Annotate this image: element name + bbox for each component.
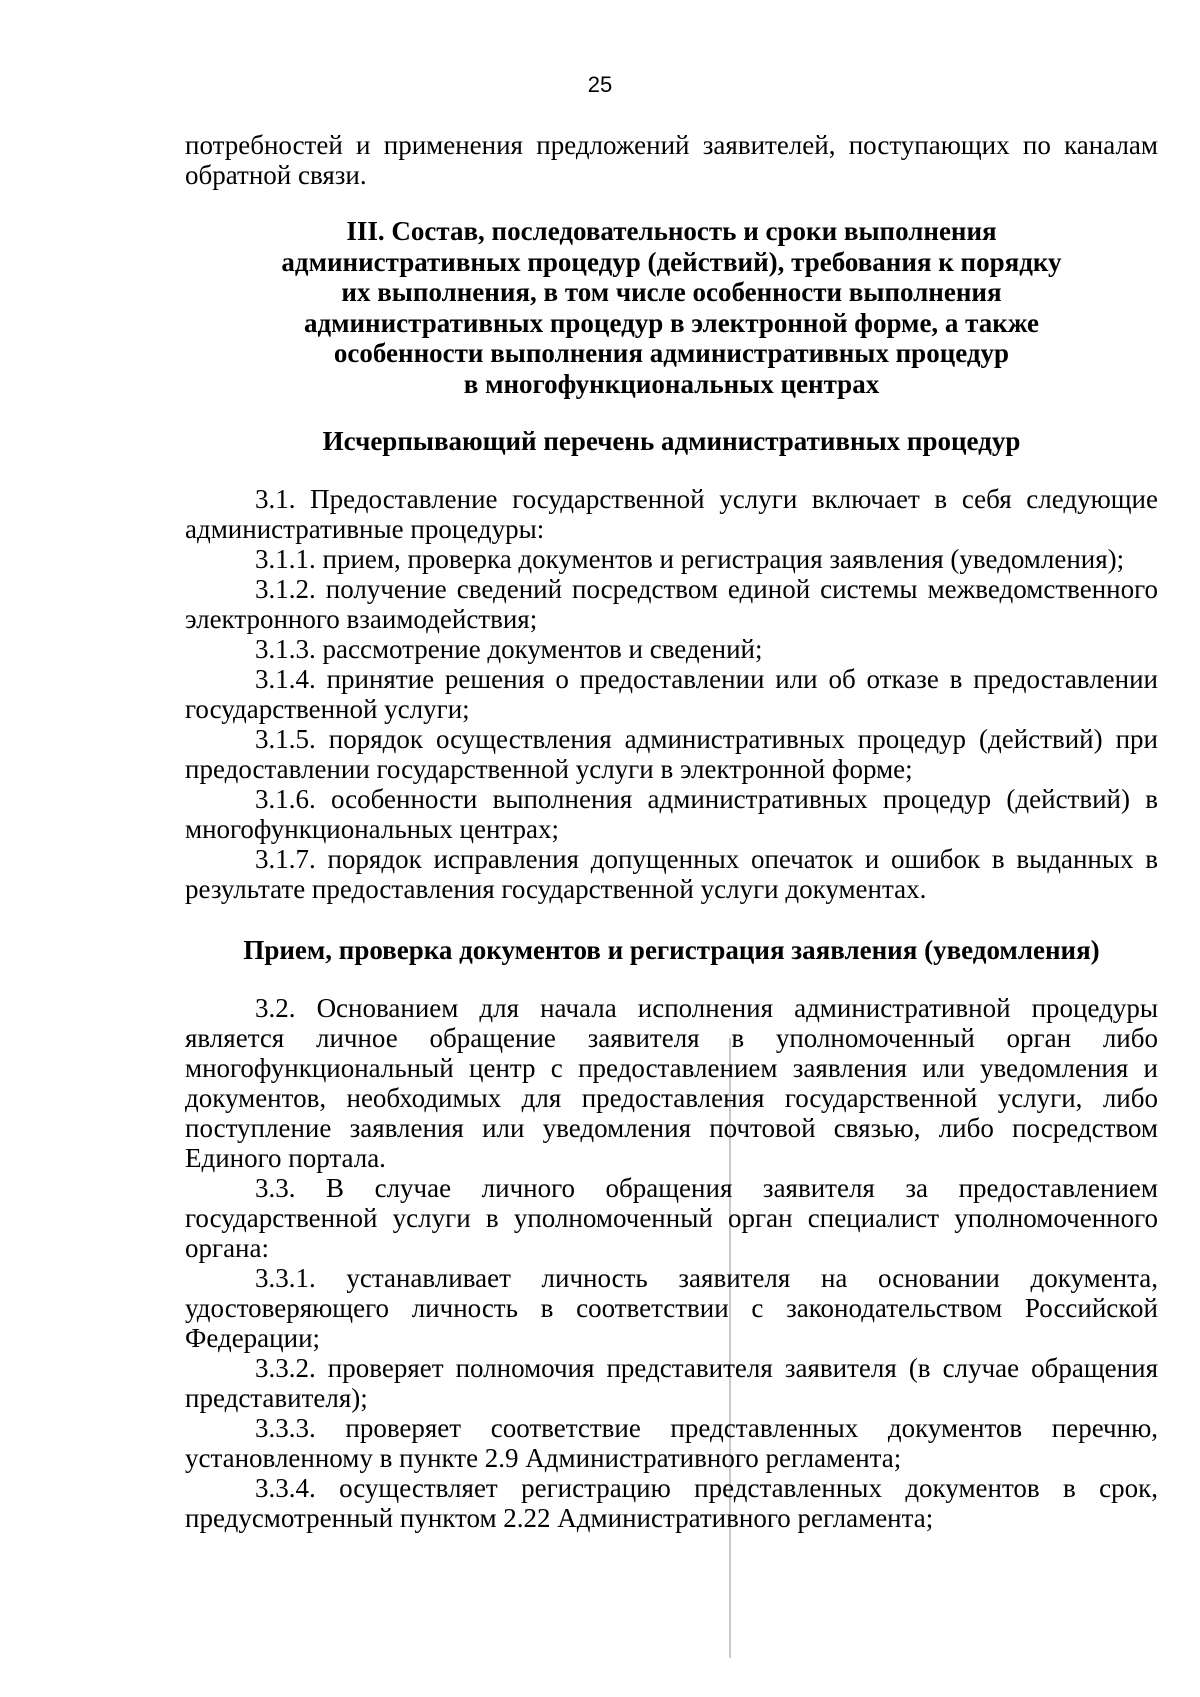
section-heading-line: административных процедур в электронной форме, а также [303,307,1040,338]
list-item: 3.1. Предоставление государственной услуги включает в себя следующие административные процедуры: [185,484,1158,544]
intro-paragraph: потребностей и применения предложений заявителей, поступающих по каналам обратной связи. [185,130,1158,190]
list-item: 3.3.3. проверяет соответствие представленных документов перечню, установленному в пункте 2.9 Административного регламента; [185,1413,1158,1473]
list-item: 3.3.1. устанавливает личность заявителя на основании документа, удостоверяющего личность в соответствии с законодательством Российской Федерации; [185,1263,1158,1353]
list-item: 3.1.5. порядок осуществления административных процедур (действий) при предоставлении государственной услуги в электронной форме; [185,724,1158,784]
list-item: 3.1.3. рассмотрение документов и сведений; [255,634,763,664]
subheading-reception: Прием, проверка документов и регистрация заявления (уведомления) [243,935,1100,965]
section-heading-line: III. Состав, последовательность и сроки выполнения [346,216,997,246]
list-item: 3.1.2. получение сведений посредством единой системы межведомственного электронного взаимодействия; [185,574,1158,634]
list-item: 3.2. Основанием для начала исполнения административной процедуры является личное обращение заявителя в уполномоченный орган либо многофункциональный центр с предоставлением заявления или уведомления и документов, необходимых для предоставления государственной услуги, либо поступление заявления или уведомления почтовой связью, либо посредством Единого портала. [185,993,1158,1173]
section-heading [185,216,1158,399]
list-item: 3.3.4. осуществляет регистрацию представленных документов в срок, предусмотренный пунктом 2.22 Административного регламента; [185,1473,1158,1533]
list-item: 3.1.1. прием, проверка документов и регистрация заявления (уведомления); [255,544,1125,574]
section-heading-line: в многофункциональных центрах [463,368,880,399]
list-item: 3.1.4. принятие решения о предоставлении или об отказе в предоставлении государственной услуги; [185,664,1158,724]
page-number: 25 [587,72,613,97]
list-item: 3.1.6. особенности выполнения административных процедур (действий) в многофункциональных центрах; [185,784,1158,844]
spacer [185,456,1158,484]
section-heading-line: их выполнения, в том числе особенности выполнения [341,277,1002,307]
list-item: 3.3.2. проверяет полномочия представителя заявителя (в случае обращения представителя); [185,1353,1158,1413]
list-item: 3.3. В случае личного обращения заявителя за предоставлением государственной услуги в уполномоченный орган специалист уполномоченного органа: [185,1173,1158,1263]
section-heading-line: административных процедур (действий), требования к порядку [281,246,1062,277]
section-heading-line: особенности выполнения административных процедур [333,338,1010,368]
document-body [185,130,1158,1533]
spacer [185,965,1158,993]
subheading-procedures-list: Исчерпывающий перечень административных процедур [322,426,1021,456]
list-item: 3.1.7. порядок исправления допущенных опечаток и ошибок в выданных в результате предоставления государственной услуги документах. [185,844,1158,904]
